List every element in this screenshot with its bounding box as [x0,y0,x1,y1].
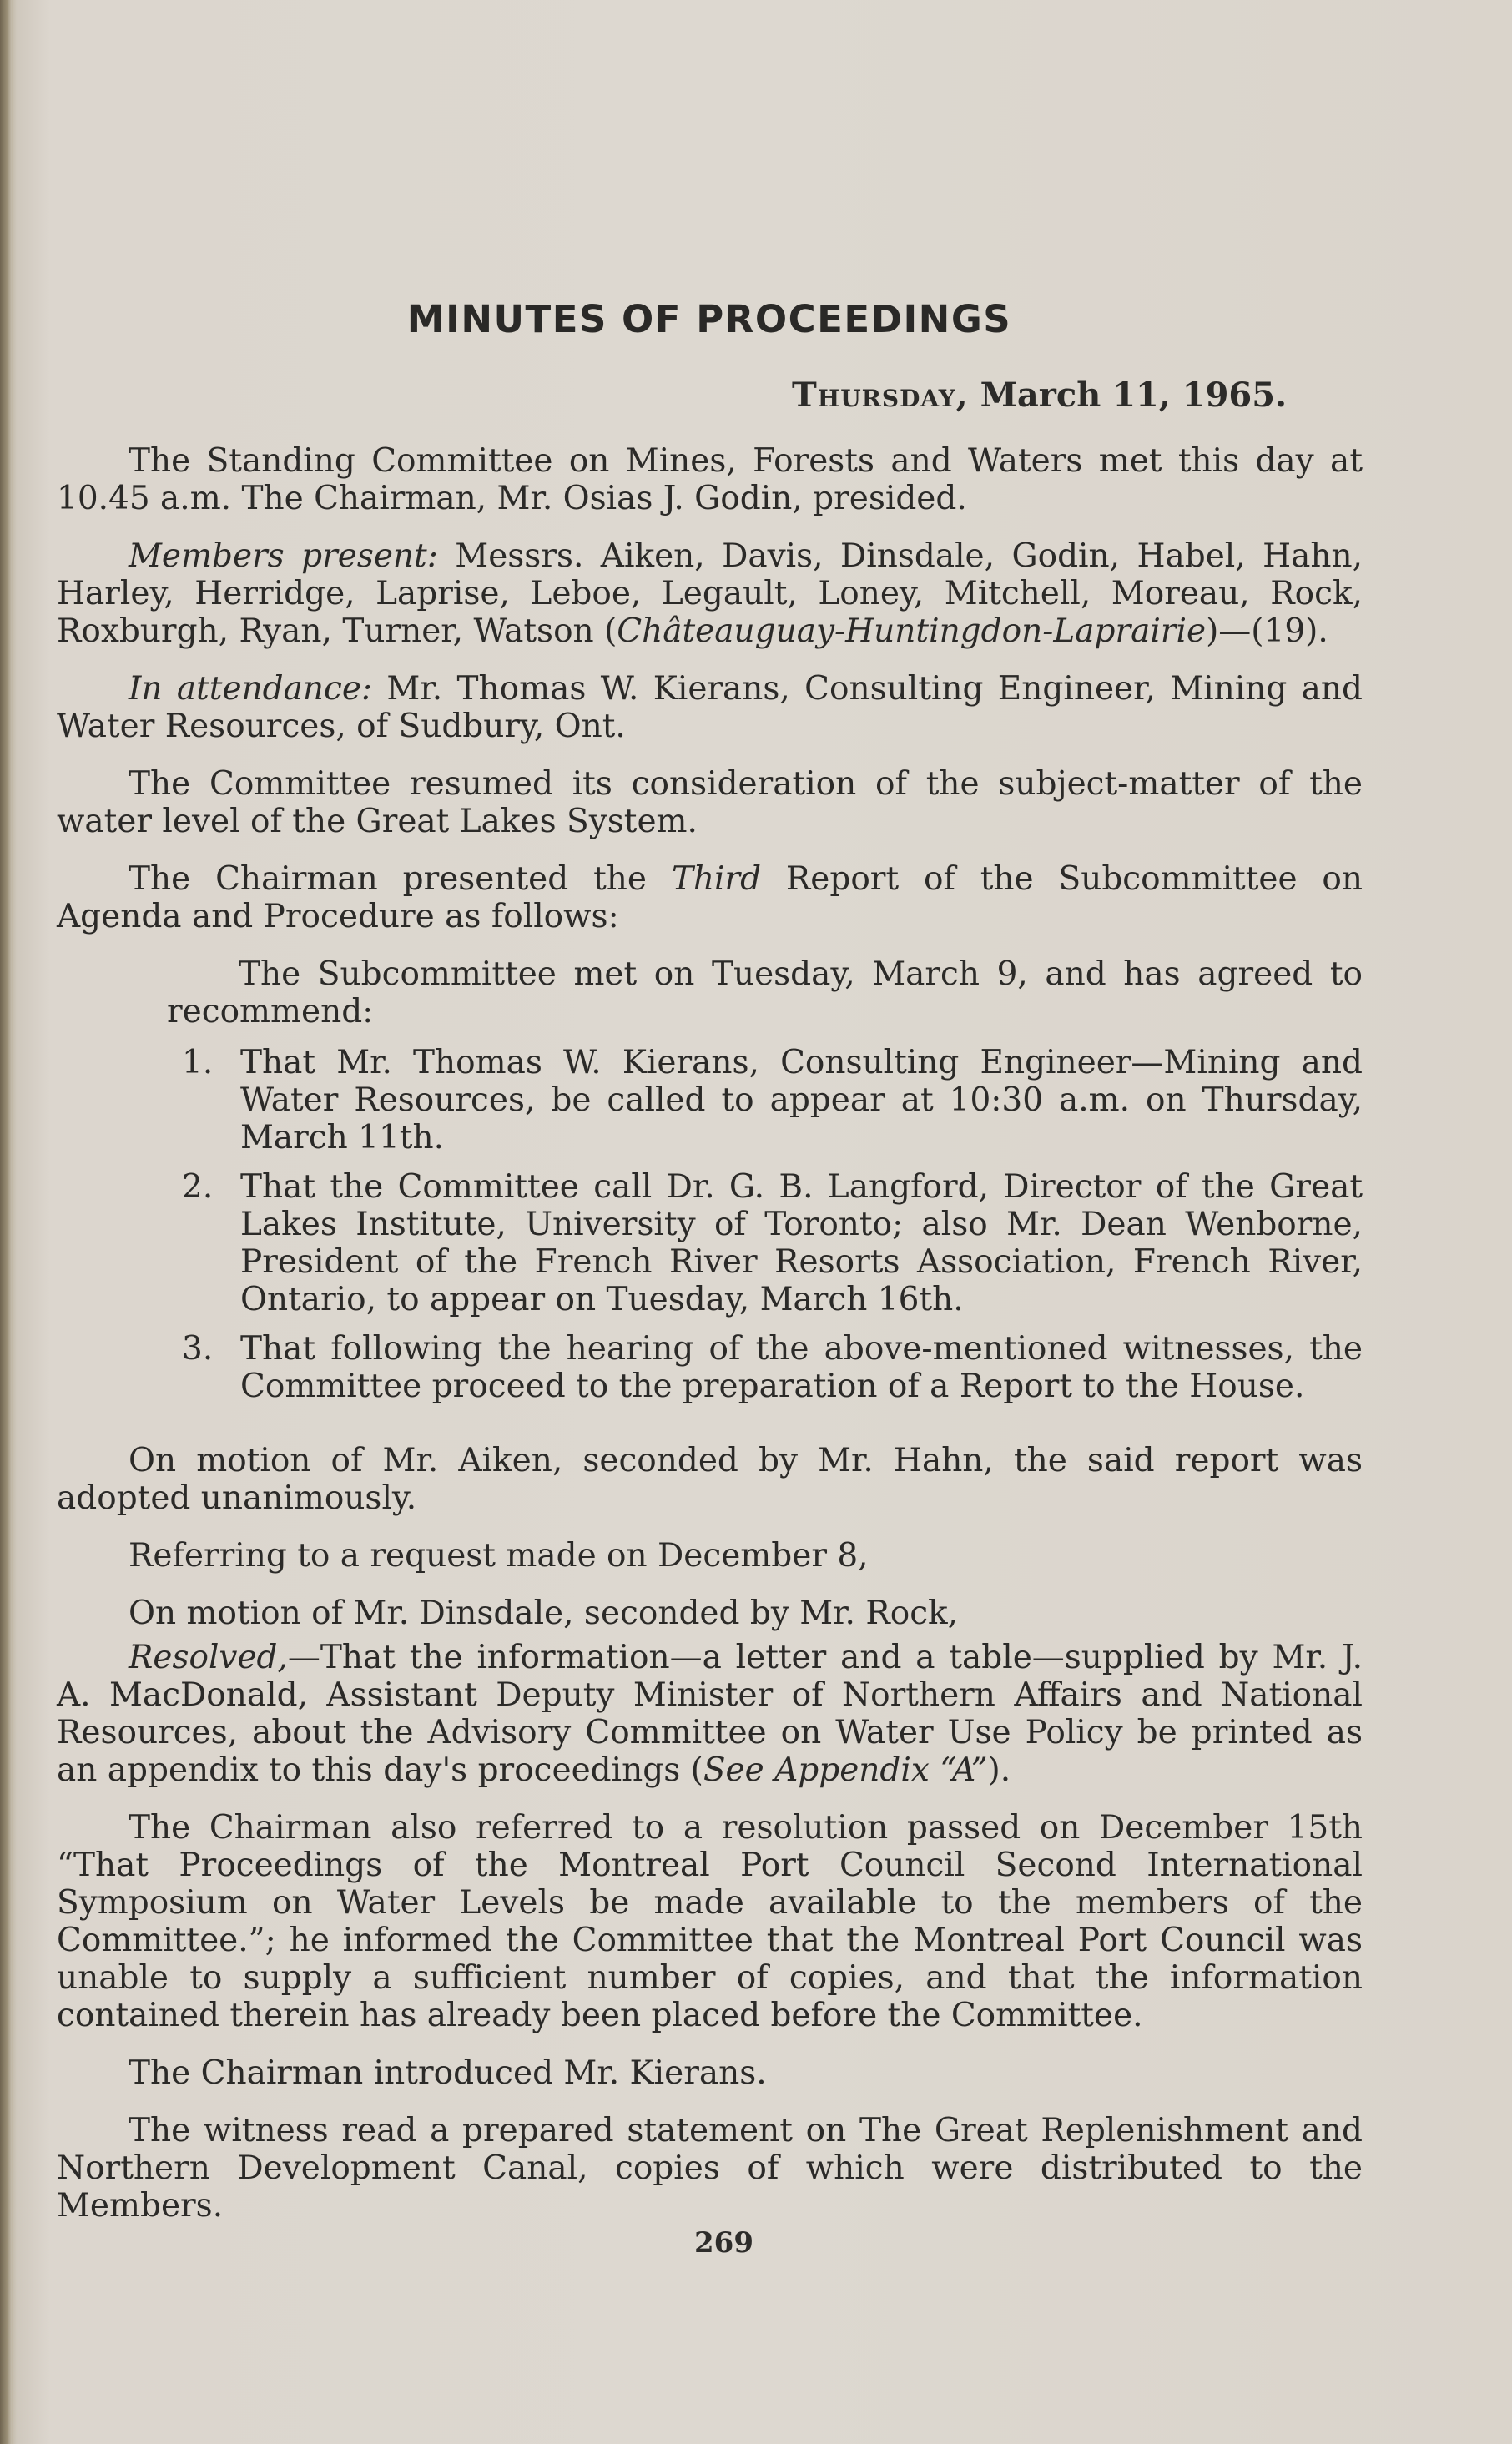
spacer [57,1417,1363,1442]
paragraph-request-reference: Referring to a request made on December 8, [129,1537,869,1575]
recommendation-item [57,1168,1363,1318]
paragraph-in-attendance [57,670,1363,745]
minutes-body [57,442,1363,2245]
page-number: 269 [694,2226,753,2260]
paragraph-resolved [57,1639,1363,1789]
paragraph-motion-adopted: On motion of Mr. Aiken, seconded by Mr. Hahn, the said report was adopted unanimously. [57,1442,1363,1517]
paragraph-statement: The witness read a prepared statement on The Great Replenishment and Northern Development Canal, copies of which were distributed to the Members. [57,2112,1363,2225]
members-count: )—(19). [1206,612,1328,650]
appendix-reference: See Appendix “A” [703,1751,988,1789]
resolved-label: Resolved, [129,1639,288,1676]
resolved-text: —That the information—a letter and a table—supplied by Mr. J. A. MacDonald, Assistant Deputy Minister of Northern Affairs and National Resources, about the Advisory Committee on Water Use Policy be printed as an appendix to this day's proceedings ( [57,1639,1363,1789]
paragraph-introduction: The Chairman introduced Mr. Kierans. [129,2054,767,2092]
date-weekday: Thursday, [792,375,969,415]
subcommittee-quote: The Subcommittee met on Tuesday, March 9, and has agreed to recommend: [167,955,1363,1031]
paragraph-resumed: The Committee resumed its consideration of the subject-matter of the water level of the Great Lakes System. [57,765,1363,840]
paragraph-motion-dinsdale: On motion of Mr. Dinsdale, seconded by Mr. Rock, [129,1595,959,1632]
item-text: That the Committee call Dr. G. B. Langford, Director of the Great Lakes Institute, University of Toronto; also Mr. Dean Wenborne, President of the French River Resorts Association, French River, Ontario, to appear on Tuesday, March 16th. [240,1168,1363,1318]
item-text: That Mr. Thomas W. Kierans, Consulting Engineer—Mining and Water Resources, be called to appear at 10:30 a.m. on Thursday, March 11th. [240,1044,1363,1156]
in-attendance-label: In attendance: [129,670,373,708]
members-present-label: Members present: [129,537,438,575]
recommendation-item [57,1044,1363,1156]
paragraph-opening: The Standing Committee on Mines, Forests and Waters met this day at 10.45 a.m. The Chairman, Mr. Osias J. Godin, presided. [57,442,1363,517]
item-number: 3. [182,1330,214,1368]
meeting-date [792,375,1287,415]
members-list: Messrs. Aiken, Davis, Dinsdale, Godin, Habel, Hahn, Harley, Herridge, Laprise, Leboe, Legault, Loney, Mitchell, Moreau, Rock, Roxburgh, Ryan, Turner, Watson ( [57,537,1363,650]
paragraph-members-present [57,537,1363,650]
members-riding: Châteauguay-Huntingdon-Laprairie [617,612,1207,650]
paragraph-report-presented [57,860,1363,935]
item-text: That following the hearing of the above-mentioned witnesses, the Committee proceed to the preparation of a Report to the House. [240,1330,1363,1405]
resolved-end: ). [987,1751,1011,1789]
report-ordinal: Third [671,860,762,898]
recommendation-item [57,1330,1363,1405]
report-text-b: Report of the Subcommittee on Agenda and Procedure as follows: [57,860,1363,935]
item-number: 1. [182,1044,214,1081]
date-text: March 11, 1965. [980,375,1287,415]
report-text-a: The Chairman presented the [129,860,672,898]
paragraph-montreal-resolution: The Chairman also referred to a resolution passed on December 15th “That Proceedings of the Montreal Port Council Second International Symposium on Water Levels be made available to the members of the Committee.”; he informed the Committee that the Montreal Port Council was unable to supply a sufficient number of copies, and that the information contained therein has already been placed before the Committee. [57,1809,1363,2034]
item-number: 2. [182,1168,214,1206]
in-attendance-text: Mr. Thomas W. Kierans, Consulting Engineer, Mining and Water Resources, of Sudbury, Ont. [57,670,1363,745]
book-spine-edge [0,0,12,2444]
page-title: MINUTES OF PROCEEDINGS [406,297,1012,341]
